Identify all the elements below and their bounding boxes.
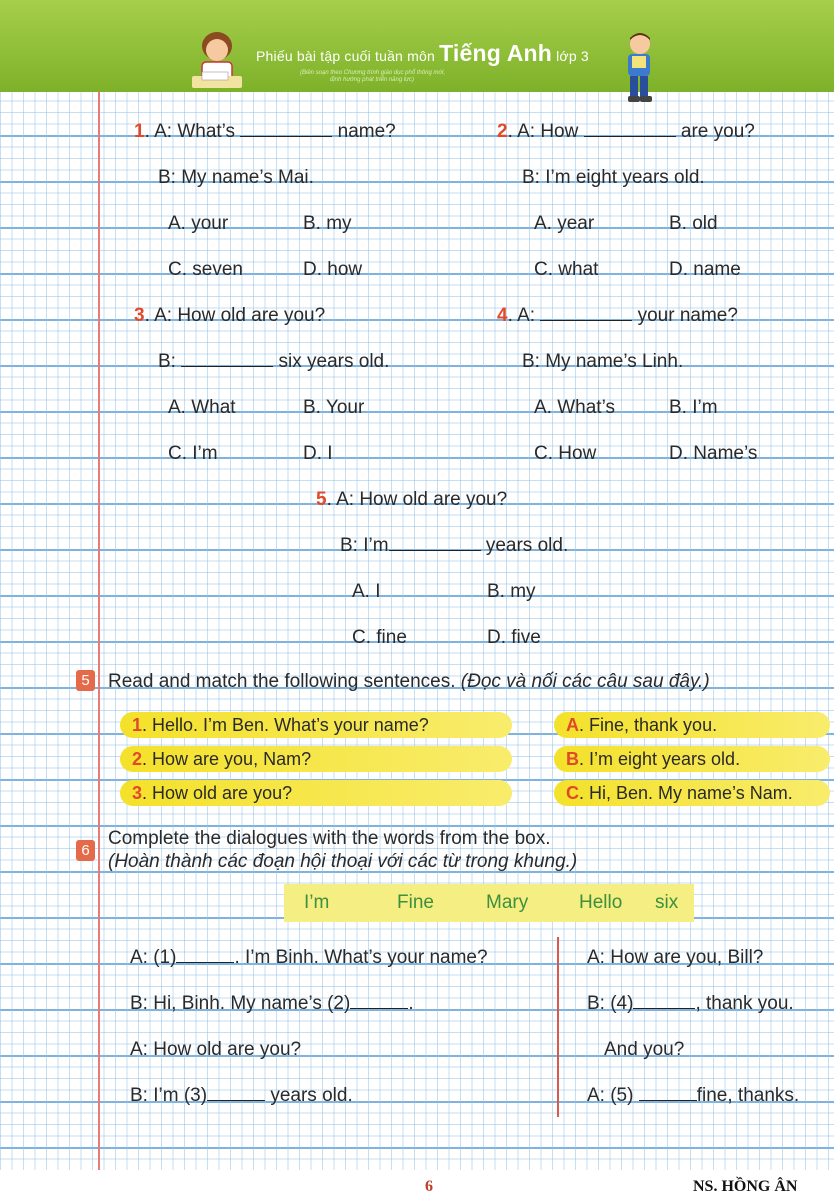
margin-line xyxy=(98,92,100,1172)
header-title-prefix: Phiếu bài tập cuối tuần môn xyxy=(256,48,435,64)
question-3-line-b: B: six years old. xyxy=(158,351,390,372)
question-1-option-d: D. how xyxy=(303,259,363,280)
dialogue-1-line-3: A: How old are you? xyxy=(130,1039,302,1060)
question-3-number: 3 xyxy=(134,305,145,326)
header-title-grade: lớp 3 xyxy=(556,48,589,64)
question-5-blank[interactable] xyxy=(389,536,481,551)
word-box-word-4: Hello xyxy=(579,892,623,913)
word-box-word-5: six xyxy=(655,892,679,913)
header-subtitle-line-1: (Biên soạn theo Chương trình giáo dục phổ thông mới, xyxy=(300,70,446,76)
match-right-c[interactable]: C. Hi, Ben. My name’s Nam. xyxy=(554,780,830,806)
question-3-blank[interactable] xyxy=(181,352,273,367)
section-6-badge: 6 xyxy=(76,840,95,861)
section-6-instruction: Complete the dialogues with the words from the box. xyxy=(108,828,551,849)
publisher-name: NS. HỒNG ÂN xyxy=(693,1178,798,1195)
question-1-line-b: B: My name’s Mai. xyxy=(158,167,314,188)
question-3-option-d: D. I xyxy=(303,443,333,464)
section-5-badge: 5 xyxy=(76,670,95,691)
word-box-word-1: I’m xyxy=(304,892,330,913)
question-4-option-c: C. How xyxy=(534,443,597,464)
student-reading-illustration xyxy=(618,30,658,110)
question-1-number: 1 xyxy=(134,121,145,142)
question-5-option-b: B. my xyxy=(487,581,536,602)
question-5-line-b: B: I’m years old. xyxy=(340,535,569,556)
student-writing-illustration xyxy=(188,26,246,92)
word-box-word-2: Fine xyxy=(397,892,434,913)
question-4-line-a: 4. A: your name? xyxy=(497,305,738,326)
question-3-option-b: B. Your xyxy=(303,397,365,418)
question-5-option-c: C. fine xyxy=(352,627,407,648)
question-5-option-a: A. I xyxy=(352,581,381,602)
question-1-blank[interactable] xyxy=(240,122,332,137)
page-number: 6 xyxy=(425,1178,433,1195)
match-left-1[interactable]: 1. Hello. I’m Ben. What’s your name? xyxy=(120,712,512,738)
dialogue-2-line-4: A: (5) fine, thanks. xyxy=(587,1085,800,1106)
dialogue-2-line-3: And you? xyxy=(604,1039,685,1060)
question-3-option-a: A. What xyxy=(168,397,236,418)
dialogue-1-line-2: B: Hi, Binh. My name’s (2) . xyxy=(130,993,414,1014)
dialogue-1-line-4: B: I’m (3) years old. xyxy=(130,1085,353,1106)
question-2-number: 2 xyxy=(497,121,508,142)
question-4-number: 4 xyxy=(497,305,508,326)
question-1-option-c: C. seven xyxy=(168,259,243,280)
dialogue-2-line-2: B: (4) , thank you. xyxy=(587,993,794,1014)
question-2-option-c: C. what xyxy=(534,259,599,280)
question-4-blank[interactable] xyxy=(540,306,632,321)
header-subtitle xyxy=(300,70,445,84)
section-5-instruction: Read and match the following sentences. (Đọc và nối các câu sau đây.) xyxy=(108,671,710,692)
match-right-b[interactable]: B. I’m eight years old. xyxy=(554,746,830,772)
blank-2[interactable] xyxy=(350,994,408,1009)
dialogue-divider xyxy=(557,937,559,1117)
blank-5[interactable] xyxy=(639,1086,697,1101)
question-4-line-b: B: My name’s Linh. xyxy=(522,351,684,372)
blank-1[interactable] xyxy=(176,948,234,963)
question-1-option-b: B. my xyxy=(303,213,352,234)
dialogue-2-line-1: A: How are you, Bill? xyxy=(587,947,764,968)
match-right-a[interactable]: A. Fine, thank you. xyxy=(554,712,830,738)
question-2-option-a: A. year xyxy=(534,213,595,234)
question-2-line-b: B: I’m eight years old. xyxy=(522,167,705,188)
question-3-line-a: 3. A: How old are you? xyxy=(134,305,326,326)
question-1-line-a: 1. A: What’s name? xyxy=(134,121,396,142)
question-3-option-c: C. I’m xyxy=(168,443,218,464)
question-5-option-d: D. five xyxy=(487,627,541,648)
dialogue-1-line-1: A: (1) . I’m Binh. What’s your name? xyxy=(130,947,488,968)
question-5-line-a: 5. A: How old are you? xyxy=(316,489,508,510)
header-subtitle-line-2: định hướng phát triển năng lực) xyxy=(330,77,414,83)
section-6-instruction-vi: (Hoàn thành các đoạn hội thoại với các từ trong khung.) xyxy=(108,851,578,872)
question-2-option-d: D. name xyxy=(669,259,741,280)
question-2-line-a: 2. A: How are you? xyxy=(497,121,755,142)
word-box-word-3: Mary xyxy=(486,892,529,913)
blank-3[interactable] xyxy=(207,1086,265,1101)
match-left-3[interactable]: 3. How old are you? xyxy=(120,780,512,806)
question-4-option-a: A. What’s xyxy=(534,397,615,418)
header-title xyxy=(256,40,589,67)
header-title-subject: Tiếng Anh xyxy=(439,40,553,66)
blank-4[interactable] xyxy=(633,994,695,1009)
match-left-2[interactable]: 2. How are you, Nam? xyxy=(120,746,512,772)
question-5-number: 5 xyxy=(316,489,327,510)
question-2-blank[interactable] xyxy=(584,122,676,137)
question-1-option-a: A. your xyxy=(168,213,229,234)
question-4-option-d: D. Name’s xyxy=(669,443,758,464)
question-2-option-b: B. old xyxy=(669,213,718,234)
question-4-option-b: B. I’m xyxy=(669,397,718,418)
